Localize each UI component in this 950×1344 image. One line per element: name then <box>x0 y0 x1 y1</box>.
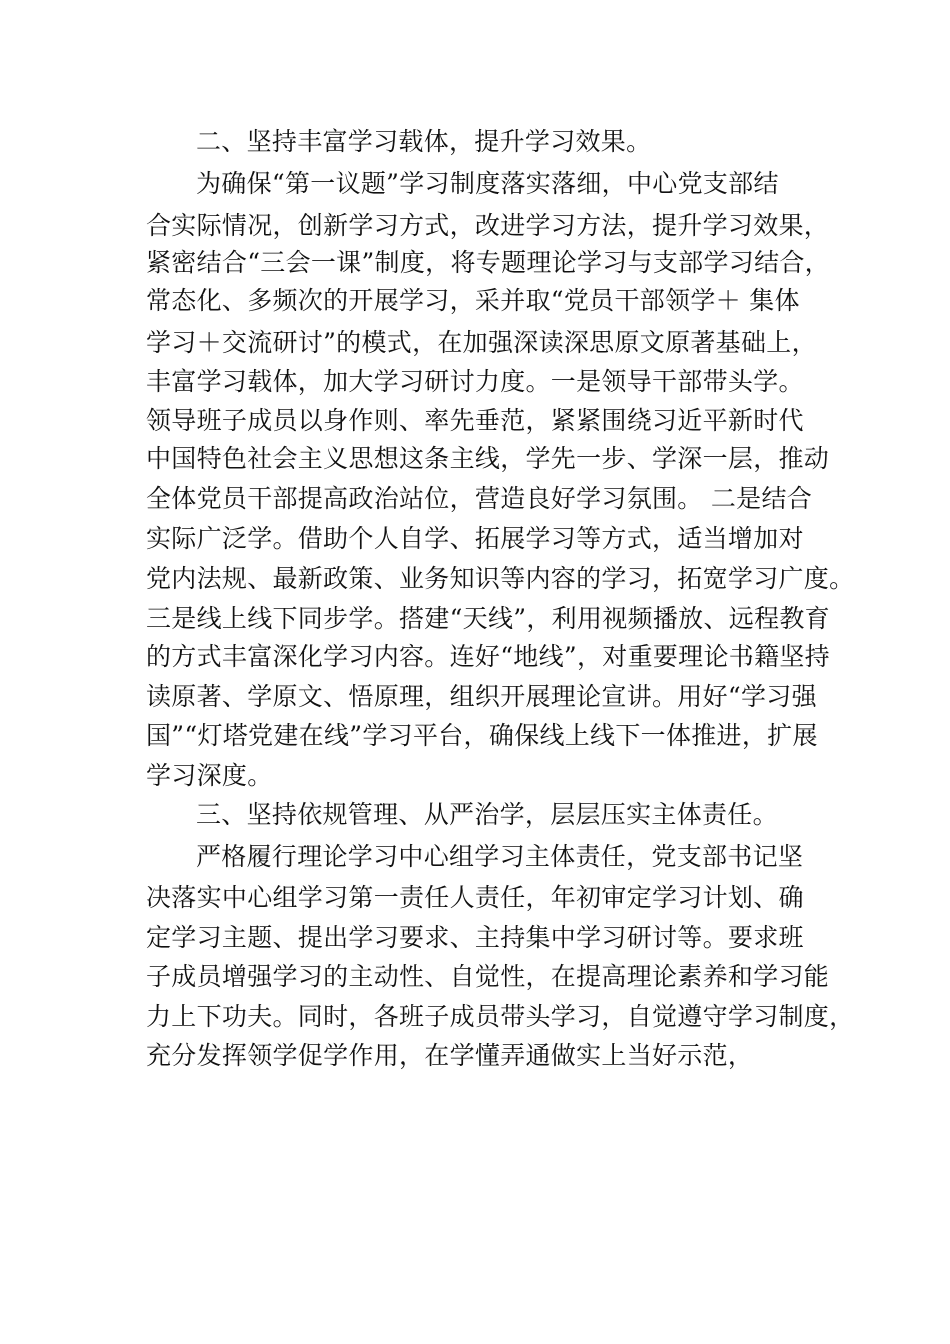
section-heading-2: 二、坚持丰富学习载体，提升学习效果。 <box>196 127 652 156</box>
paragraph-line: 学习深度。 <box>146 761 273 790</box>
paragraph-line: 充分发挥领学促学作用，在学懂弄通做实上当好示范， <box>146 1041 754 1070</box>
paragraph-line: 国”“灯塔党建在线”学习平台，确保线上线下一体推进，扩展 <box>146 721 818 750</box>
paragraph-line: 常态化、多频次的开展学习，采并取“党员干部领学＋ 集体 <box>146 286 800 315</box>
paragraph-line: 紧密结合“三会一课”制度，将专题理论学习与支部学习结合， <box>146 248 830 277</box>
paragraph-line: 学习＋交流研讨”的模式，在加强深读深思原文原著基础上， <box>146 328 817 357</box>
paragraph-line: 读原著、学原文、悟原理，组织开展理论宣讲。用好“学习强 <box>146 682 817 711</box>
paragraph-line: 决落实中心组学习第一责任人责任，年初审定学习计划、确 <box>146 883 804 912</box>
paragraph-line: 三是线上线下同步学。搭建“天线”，利用视频播放、远程教育 <box>146 604 830 633</box>
paragraph-line: 丰富学习载体，加大学习研讨力度。一是领导干部带头学。 <box>146 367 804 396</box>
paragraph-line: 全体党员干部提高政治站位，营造良好学习氛围。 二是结合 <box>146 484 813 513</box>
paragraph-line: 领导班子成员以身作则、率先垂范，紧紧围绕习近平新时代 <box>146 406 804 435</box>
paragraph-line: 中国特色社会主义思想这条主线，学先一步、学深一层，推动 <box>146 444 830 473</box>
paragraph-line: 的方式丰富深化学习内容。连好“地线”，对重要理论书籍坚持 <box>146 642 830 671</box>
paragraph-line: 子成员增强学习的主动性、自觉性，在提高理论素养和学习能 <box>146 962 830 991</box>
paragraph-line: 严格履行理论学习中心组学习主体责任，党支部书记坚 <box>196 842 804 871</box>
paragraph-line: 党内法规、最新政策、业务知识等内容的学习，拓宽学习广度。 <box>146 564 855 593</box>
paragraph-line: 合实际情况，创新学习方式，改进学习方法，提升学习效果， <box>146 211 830 240</box>
paragraph-line: 定学习主题、提出学习要求、主持集中学习研讨等。要求班 <box>146 923 804 952</box>
paragraph-line: 为确保“第一议题”学习制度落实落细，中心党支部结 <box>196 169 779 198</box>
section-heading-3: 三、坚持依规管理、从严治学，层层压实主体责任。 <box>196 800 778 829</box>
paragraph-line: 力上下功夫。同时，各班子成员带头学习，自觉遵守学习制度， <box>146 1002 855 1031</box>
paragraph-line: 实际广泛学。借助个人自学、拓展学习等方式，适当增加对 <box>146 524 804 553</box>
